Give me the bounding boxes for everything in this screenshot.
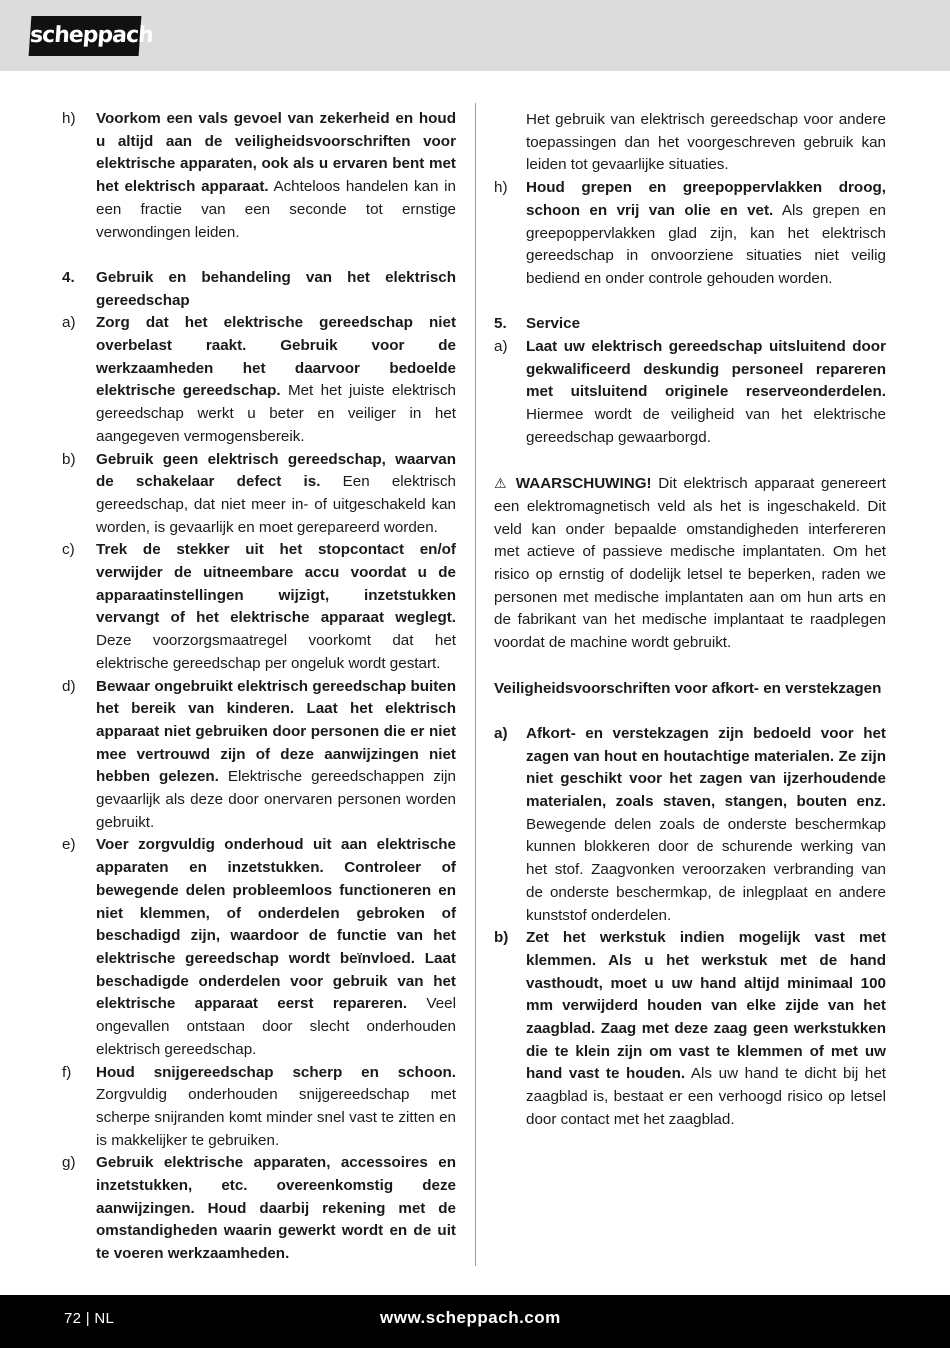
section-title: Veiligheidsvoorschriften voor afkort- en verstekzagen — [494, 679, 882, 697]
list-item: b) Gebruik geen elektrisch gereedschap, waarvan de schakelaar defect is. Een elektrisch gereedschap, dat niet meer in- of uitgeschakeld kan worden, is gevaarlijk en moet gerepareerd worden. — [62, 450, 456, 536]
column-divider — [475, 103, 476, 1266]
list-item: g) Gebruik elektrische apparaten, accessoires en inzetstukken, etc. overeenkomstig deze aanwijzingen. Houd daarbij rekening met de omstandigheden waarin gewerkt wordt en de uit te voeren werkzaamheden. — [62, 1154, 456, 1263]
list-item: h) Houd grepen en greepoppervlakken droog, schoon en vrij van olie en vet. Als grepen en greepoppervlakken glad zijn, kan het elektrisch gereedschap in onvoorziene situaties niet veilig bediend en onder controle gehouden worden. — [494, 179, 886, 287]
continued-text: Het gebruik van elektrisch gereedschap voor andere toepassingen dan het voorgeschreven gebruik kan leiden tot gevaarlijke situaties. — [526, 111, 886, 174]
section-heading: 4. Gebruik en behandeling van het elektrisch gereedschap — [62, 268, 456, 309]
item-label: h) — [62, 110, 76, 127]
list-item: c) Trek de stekker uit het stopcontact en/of verwijder de uitneembare accu voordat u de apparaatinstellingen wijzigt, inzetstukken vervangt of het elektrische apparaat weglegt. Deze voorzorgsmaatregel voorkomt dat het elektrische gereedschap per ongeluk wordt gestart. — [62, 541, 456, 672]
list-item: a) Laat uw elektrisch gereedschap uitsluitend door gekwalificeerd deskundig personeel repareren met uitsluitend originele reserveonderdelen. Hiermee wordt de veiligheid van het elektrische gereedschap gewaarborgd. — [494, 338, 886, 446]
list-item: a) Zorg dat het elektrische gereedschap niet overbelast raakt. Gebruik voor de werkzaamheden het daarvoor bedoelde elektrische gereedschap. Met het juiste elektrisch gereedschap werkt u beter en veiliger in het aangegeven vermogensbereik. — [62, 314, 456, 445]
page-number: 72 | NL — [64, 1310, 115, 1327]
list-item: b) Zet het werkstuk indien mogelijk vast met klemmen. Als u het werkstuk met de hand vasthoudt, moet u uw hand altijd minimaal 100 mm verwijderd houden van elke zijde van het zaagblad. Zaag met deze zaag geen werkstukken die te klein zijn om vast te klemmen of met uw hand vast te houden. Als uw hand te dicht bij het zaagblad is, bestaat er een verhoogd risico op letsel door contact met het zaagblad. — [494, 929, 886, 1128]
website-link[interactable]: www.scheppach.com — [380, 1308, 561, 1327]
footer-bar — [0, 1295, 950, 1348]
warning-icon: ⚠ — [494, 475, 510, 492]
item-text: Voorkom een vals gevoel van zekerheid en houd u altijd aan de veiligheidsvoorschriften voor elektrische apparaten, ook als u ervaren bent met het elektrisch apparaat. Achteloos handelen kan in een fractie van een seconde tot ernstige verwondingen leiden. — [96, 110, 456, 241]
list-item: d) Bewaar ongebruikt elektrisch gereedschap buiten het bereik van kinderen. Laat het elektrisch apparaat niet gebruiken door personen die er niet mee vertrouwd zijn of deze aanwijzingen niet hebben gelezen. Elektrische gereedschappen zijn gevaarlijk als deze door onervaren personen worden gebruikt. — [62, 677, 456, 831]
list-item: f) Houd snijgereedschap scherp en schoon. Zorgvuldig onderhouden snijgereedschap met scherpe snijranden komt minder snel vast te zitten en is makkelijker te gebruiken. — [62, 1063, 456, 1149]
brand-logo: scheppach — [29, 16, 142, 56]
list-item — [62, 108, 456, 244]
list-item: e) Voer zorgvuldig onderhoud uit aan elektrische apparaten en inzetstukken. Controleer of bewegende delen probleemloos functioneren en niet klemmen, of onderdelen gebroken of beschadigd zijn, waardoor de functie van het elektrische gereedschap wordt beïnvloed. Laat beschadigde onderdelen voor gebruik van het elektrische apparaat eerst repareren. Veel ongevallen ontstaan door slecht onderhouden elektrisch gereedschap. — [62, 836, 456, 1058]
right-column — [494, 109, 886, 1132]
warning-paragraph: ⚠ WAARSCHUWING! Dit elektrisch apparaat genereert een elektromagnetisch veld als het is ingeschakeld. Dit veld kan onder bepaalde omstandigheden interfereren met actieve of passieve medische implantaten. Om het risico op ernstig of dodelijk letsel te beperken, raden we personen met medische implantaten aan om hun arts en de fabrikant van het medische implantaat te raadplegen voordat de machine wordt gebruikt. — [494, 475, 886, 652]
section-heading: 5. Service — [494, 315, 581, 333]
left-column — [62, 108, 456, 1266]
header-bar — [0, 0, 950, 71]
list-item: a) Afkort- en verstekzagen zijn bedoeld voor het zagen van hout en houtachtige materialen. Ze zijn niet geschikt voor het zagen van ijzerhoudende materialen, zoals staven, stangen, bouten enz. Bewegende delen zoals de onderste beschermkap kunnen blokkeren door de schurende werking van het stof. Zaagvonken veroorzaken verbranding van de onderste beschermkap, de inlegplaat en andere kunststof onderdelen. — [494, 724, 886, 924]
